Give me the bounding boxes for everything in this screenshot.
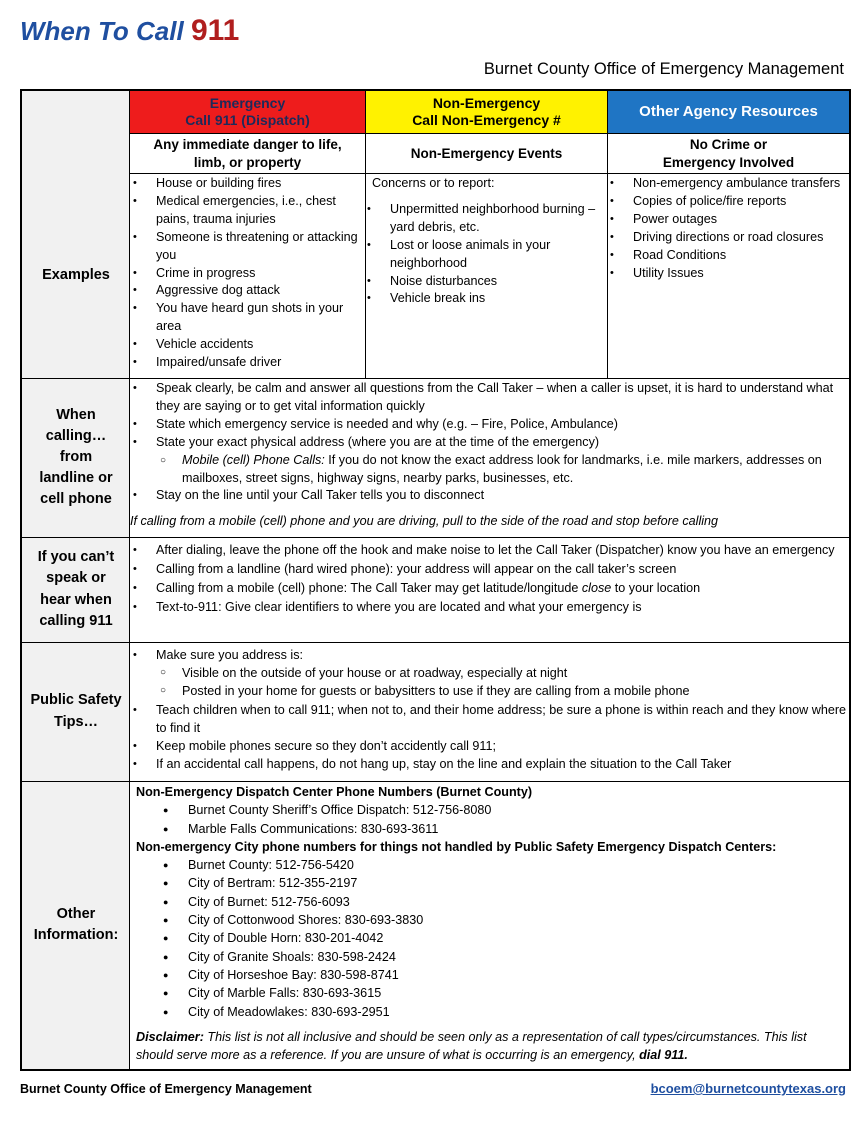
mobile-location-text: Calling from a mobile (cell) phone: The Call Taker may get latitude/longitude xyxy=(156,581,579,595)
label-cant-speak-text xyxy=(38,547,115,631)
title-number: 911 xyxy=(190,14,240,47)
list-item: • Calling from a landline (hard wired phone): your address will appear on the call taker’s screen xyxy=(132,560,847,579)
list-item: • House or building fires xyxy=(132,175,360,193)
label-line: from xyxy=(59,448,93,465)
list-item: ○ Visible on the outside of your house or at roadway, especially at night xyxy=(132,664,847,682)
list-item: • Unpermitted neighborhood burning – yard debris, etc. xyxy=(366,201,604,237)
emergency-examples xyxy=(132,175,360,372)
nonemergency-sub-line1: Non-Emergency Events xyxy=(410,145,563,161)
list-item: • Road Conditions xyxy=(609,247,847,265)
other-sub-line1: No Crime or xyxy=(689,136,768,152)
list-item: ● City of Bertram: 512-355-2197 xyxy=(136,874,847,892)
organization-name: Burnet County Office of Emergency Management xyxy=(483,60,844,78)
footer-organization: Burnet County Office of Emergency Management xyxy=(20,1082,312,1096)
list-item: • Stay on the line until your Call Taker tells you to disconnect xyxy=(132,487,847,505)
list-item: ● City of Horseshoe Bay: 830-598-8741 xyxy=(136,966,847,984)
page-title xyxy=(20,14,239,48)
label-line: Information: xyxy=(33,927,119,943)
tips-list-more xyxy=(132,701,847,774)
label-line: cell phone xyxy=(40,491,112,508)
label-tips-text xyxy=(30,690,121,732)
disclaimer-label: Disclaimer: xyxy=(136,1029,204,1044)
list-item: • Aggressive dog attack xyxy=(132,282,360,300)
label-line: landline or xyxy=(39,470,113,486)
grid-line xyxy=(22,537,849,538)
grid-line xyxy=(22,781,849,782)
list-item: • Lost or loose animals in your neighborhood xyxy=(366,237,604,273)
dial-911-emphasis: dial 911. xyxy=(639,1048,688,1063)
list-item: • Medical emergencies, i.e., chest pains, trauma injuries xyxy=(132,193,360,229)
info-sheet xyxy=(20,89,851,1071)
dispatch-list xyxy=(136,801,847,838)
emergency-call-line: Call 911 (Dispatch) xyxy=(185,112,310,128)
other-agency-title: Other Agency Resources xyxy=(639,102,818,120)
list-item: ● Burnet County: 512-756-5420 xyxy=(136,856,847,874)
mobile-call-sublist xyxy=(132,452,847,488)
label-examples xyxy=(22,173,130,378)
when-calling-content xyxy=(132,380,847,531)
other-agency-header xyxy=(608,91,849,133)
list-item: • Teach children when to call 911; when not to, and their home address; be sure a phone is within reach and they know where to find it xyxy=(132,701,847,737)
city-phone-list xyxy=(136,856,847,1021)
label-examples-text: Examples xyxy=(42,266,110,283)
label-line: Tips… xyxy=(53,713,99,730)
list-item: • You have heard gun shots in your area xyxy=(132,300,360,336)
mobile-calls-text: If you do not know the exact address look for landmarks, i.e. mile markers, addresses on mailboxes, street signs, highway signs, nearby parks, businesses, etc. xyxy=(182,452,822,485)
list-item: ● City of Marble Falls: 830-693-3615 xyxy=(136,984,847,1002)
city-heading: Non-emergency City phone numbers for things not handled by Public Safety Emergency Dispatch Centers: xyxy=(136,839,777,854)
other-agency-list xyxy=(609,175,847,282)
nonemergency-examples xyxy=(372,175,604,308)
other-agency-examples xyxy=(609,175,847,282)
list-item: ● City of Burnet: 512-756-6093 xyxy=(136,893,847,911)
grid-line xyxy=(130,173,849,174)
cant-speak-content xyxy=(132,541,847,617)
label-line: If you can’t xyxy=(37,549,115,566)
list-item: • Vehicle break ins xyxy=(366,290,604,308)
close-emphasis: close xyxy=(581,581,612,595)
label-line: calling 911 xyxy=(39,612,113,629)
nonemergency-intro: Concerns or to report: xyxy=(372,176,495,190)
list-item xyxy=(132,452,847,488)
label-line: speak or xyxy=(46,570,106,587)
emergency-sub-line2: limb, or property xyxy=(193,154,302,170)
list-item: • Noise disturbances xyxy=(366,273,604,291)
list-item: ● City of Meadowlakes: 830-693-2951 xyxy=(136,1003,847,1021)
list-item: ● City of Double Horn: 830-201-4042 xyxy=(136,929,847,947)
list-item: • Non-emergency ambulance transfers xyxy=(609,175,847,193)
list-item: • Make sure you address is: xyxy=(132,646,847,664)
grid-line xyxy=(22,642,849,643)
emergency-header xyxy=(130,91,365,133)
dispatch-heading: Non-Emergency Dispatch Center Phone Numbers (Burnet County) xyxy=(136,785,533,799)
list-item: ● Burnet County Sheriff’s Office Dispatch: 512-756-8080 xyxy=(136,801,847,819)
label-when-calling-text xyxy=(39,405,112,510)
list-item: • Keep mobile phones secure so they don’t accidently call 911; xyxy=(132,737,847,755)
other-agency-subheader xyxy=(608,134,849,173)
other-sub-line2: Emergency Involved xyxy=(662,154,795,170)
disclaimer xyxy=(136,1028,847,1065)
list-item: ● City of Granite Shoals: 830-598-2424 xyxy=(136,948,847,966)
list-item: ● City of Cottonwood Shores: 830-693-3830 xyxy=(136,911,847,929)
when-calling-list xyxy=(132,380,847,452)
disclaimer-text: This list is not all inclusive and should be seen only as a representation of call types/circumstances. This list should serve more as a reference. If you are unsure of what is occurring is an emergency, xyxy=(136,1029,807,1063)
mobile-calls-label: Mobile (cell) Phone Calls: xyxy=(182,452,325,467)
label-public-safety-tips xyxy=(22,642,130,781)
nonemergency-subheader xyxy=(366,134,607,173)
title-prefix: When To Call xyxy=(20,16,184,46)
tips-list xyxy=(132,646,847,664)
label-line: Public Safety xyxy=(30,692,122,709)
tips-content xyxy=(132,646,847,773)
list-item: • Vehicle accidents xyxy=(132,336,360,354)
emergency-title: Emergency xyxy=(209,94,286,111)
list-item: • Someone is threatening or attacking you xyxy=(132,229,360,265)
label-line: When xyxy=(56,406,96,423)
list-item: • Driving directions or road closures xyxy=(609,229,847,247)
mobile-location-end: to your location xyxy=(614,581,701,595)
nonemergency-examples-list xyxy=(366,201,604,308)
label-cant-speak xyxy=(22,537,130,642)
list-item: • State your exact physical address (where you are at the time of the emergency) xyxy=(132,434,847,452)
list-item: • Power outages xyxy=(609,211,847,229)
label-line: hear when xyxy=(40,591,112,608)
list-item: • Copies of police/fire reports xyxy=(609,193,847,211)
grid-line xyxy=(22,378,849,379)
list-item: • Crime in progress xyxy=(132,265,360,283)
label-when-calling xyxy=(22,378,130,537)
list-item: • State which emergency service is needed and why (e.g. – Fire, Police, Ambulance) xyxy=(132,416,847,434)
label-other-info-text xyxy=(34,904,119,946)
list-item: ● Marble Falls Communications: 830-693-3611 xyxy=(136,820,847,838)
list-item: • Text-to-911: Give clear identifiers to where you are located and what your emergency is xyxy=(132,598,847,617)
emergency-sub-line1: Any immediate danger to life, xyxy=(153,136,342,152)
list-item: • Speak clearly, be calm and answer all questions from the Call Taker – when a caller is upset, it is hard to understand what they are saying or to get vital information quickly xyxy=(132,380,847,416)
emergency-subheader xyxy=(130,134,365,173)
list-item: • Impaired/unsafe driver xyxy=(132,354,360,372)
label-line: calling… xyxy=(45,427,107,444)
emergency-examples-list xyxy=(132,175,360,372)
address-sublist xyxy=(132,664,847,700)
nonemergency-call-line: Call Non-Emergency # xyxy=(412,112,561,128)
other-info-content xyxy=(136,783,847,1064)
footer-email-link[interactable]: bcoem@burnetcountytexas.org xyxy=(650,1081,846,1096)
list-item xyxy=(132,579,847,598)
nonemergency-title: Non-Emergency xyxy=(432,94,541,111)
label-other-information xyxy=(22,781,130,1069)
list-item: • If an accidental call happens, do not hang up, stay on the line and explain the situation to the Call Taker xyxy=(132,755,847,773)
cant-speak-list xyxy=(132,541,847,617)
driving-note: If calling from a mobile (cell) phone and you are driving, pull to the side of the road and stop before calling xyxy=(130,514,719,529)
label-line: Other xyxy=(56,905,96,922)
list-item: • After dialing, leave the phone off the hook and make noise to let the Call Taker (Dispatcher) know you have an emergency xyxy=(132,541,847,560)
list-item: ○ Posted in your home for guests or babysitters to use if they are calling from a mobile phone xyxy=(132,682,847,700)
list-item: • Utility Issues xyxy=(609,265,847,283)
nonemergency-header xyxy=(366,91,607,133)
when-calling-list-end xyxy=(132,487,847,505)
